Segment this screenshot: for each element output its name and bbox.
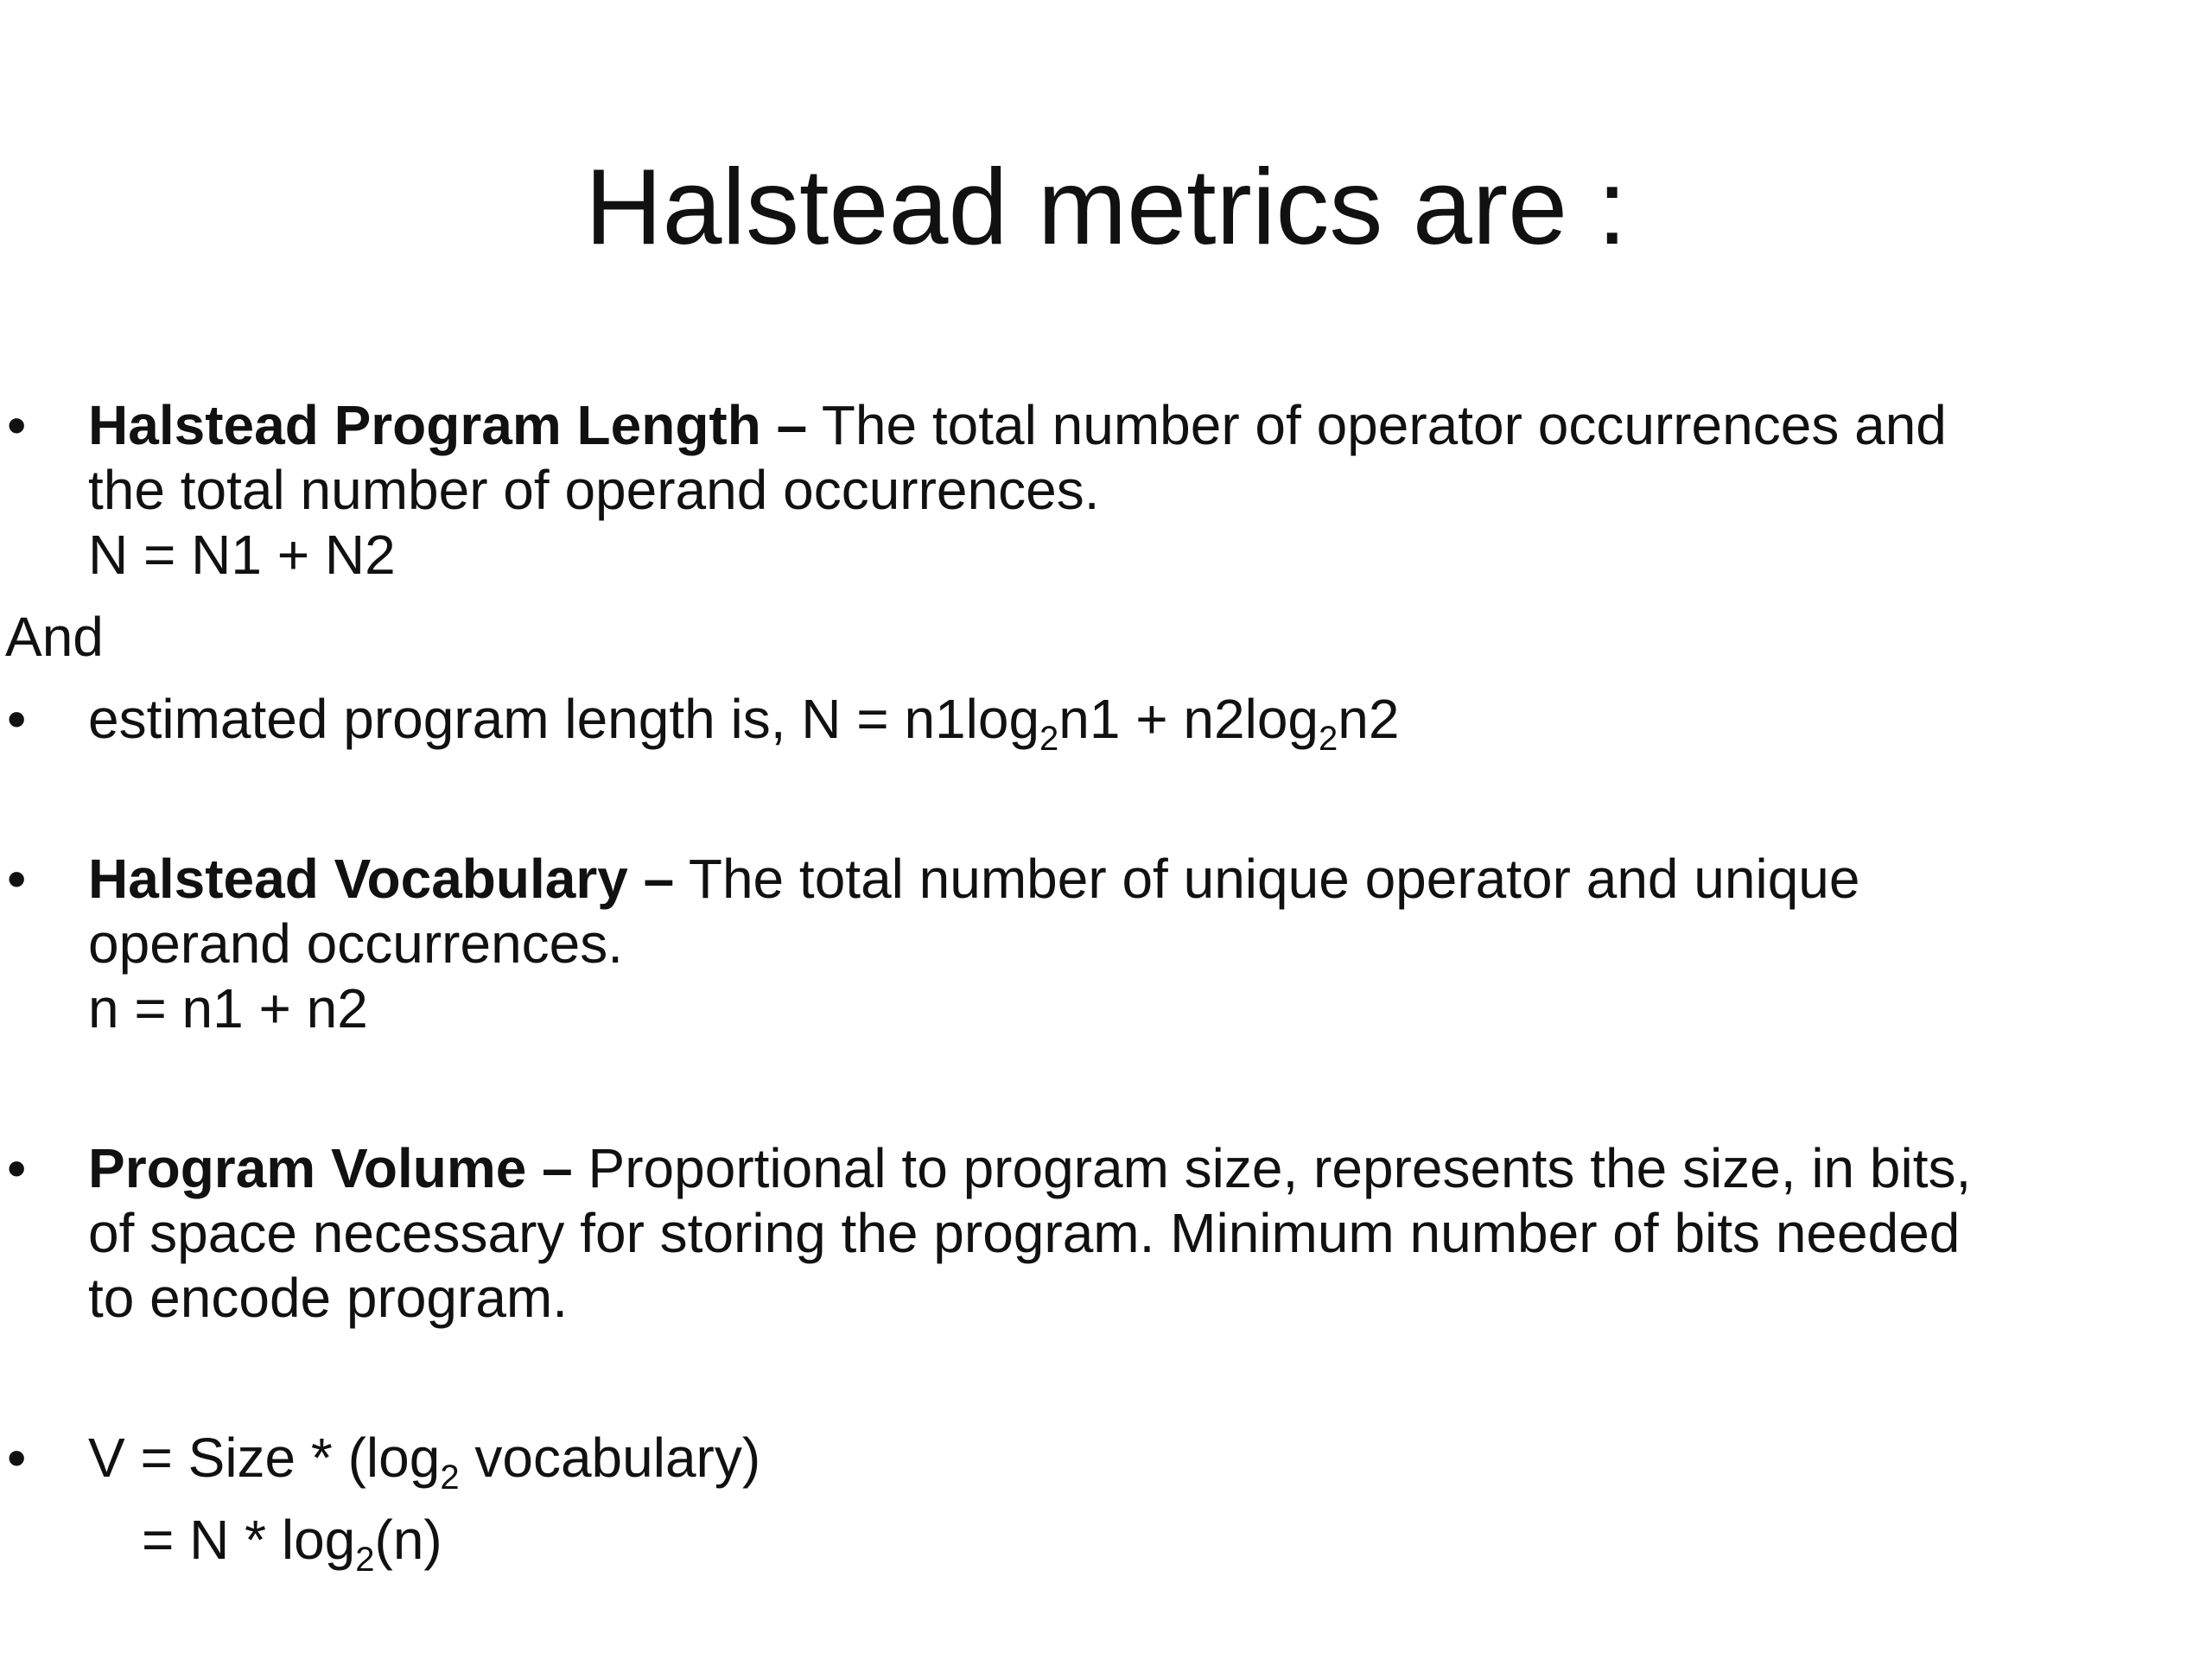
volume-formula-line1 xyxy=(88,1426,2203,1497)
estimated-length-sub2: 2 xyxy=(1319,720,1338,758)
bullet-estimated-length xyxy=(0,687,2212,758)
estimated-length-suffix: n2 xyxy=(1338,688,1400,750)
slide-content xyxy=(0,393,2212,1579)
bullet-volume-formula xyxy=(0,1426,2212,1579)
volume-formula-suffix1: vocabulary) xyxy=(459,1427,761,1489)
bullet-icon: • xyxy=(7,1427,27,1489)
program-volume-text2: of space necessary for storing the program. Minimum number of bits needed xyxy=(88,1202,1961,1264)
estimated-length-prefix: estimated program length is, N = n1log xyxy=(88,688,1040,750)
volume-formula-prefix1: V = Size * (log xyxy=(88,1427,441,1489)
program-length-formula: N = N1 + N2 xyxy=(88,524,396,586)
connector-and: And xyxy=(5,606,104,668)
bullet-vocabulary xyxy=(0,847,2212,1041)
bullet-program-length xyxy=(0,393,2212,588)
volume-formula-line2 xyxy=(88,1508,2203,1579)
program-length-text1: The total number of operator occurrences and xyxy=(807,394,1947,456)
vocabulary-text2: operand occurrences. xyxy=(88,912,624,975)
slide-title: Halstead metrics are : xyxy=(585,148,1627,267)
estimated-length-line xyxy=(88,687,2203,758)
bullet-icon: • xyxy=(7,848,27,910)
volume-formula-sub2: 2 xyxy=(355,1541,375,1579)
program-length-term: Halstead Program Length – xyxy=(88,394,808,456)
bullet-program-volume xyxy=(0,1136,2212,1331)
bullet-icon: • xyxy=(7,1137,27,1199)
volume-formula-suffix2: (n) xyxy=(374,1509,442,1571)
estimated-length-mid: n1 + n2log xyxy=(1058,688,1319,750)
vocabulary-line1 xyxy=(88,847,2203,912)
program-length-text2: the total number of operand occurrences. xyxy=(88,459,1100,521)
bullet-icon: • xyxy=(7,394,27,456)
program-length-line1 xyxy=(88,393,2203,458)
estimated-length-sub1: 2 xyxy=(1039,720,1059,758)
volume-formula-prefix2: = N * log xyxy=(142,1509,356,1571)
program-volume-line1 xyxy=(88,1136,2203,1201)
program-volume-text3: to encode program. xyxy=(88,1267,568,1329)
bullet-icon: • xyxy=(7,688,27,750)
vocabulary-formula: n = n1 + n2 xyxy=(88,977,368,1039)
program-volume-term: Program Volume – xyxy=(88,1137,573,1199)
program-volume-text1: Proportional to program size, represents the size, in bits, xyxy=(572,1137,1972,1199)
volume-formula-sub1: 2 xyxy=(440,1459,460,1497)
vocabulary-term: Halstead Vocabulary – xyxy=(88,848,675,910)
vocabulary-text1: The total number of unique operator and unique xyxy=(674,848,1860,910)
